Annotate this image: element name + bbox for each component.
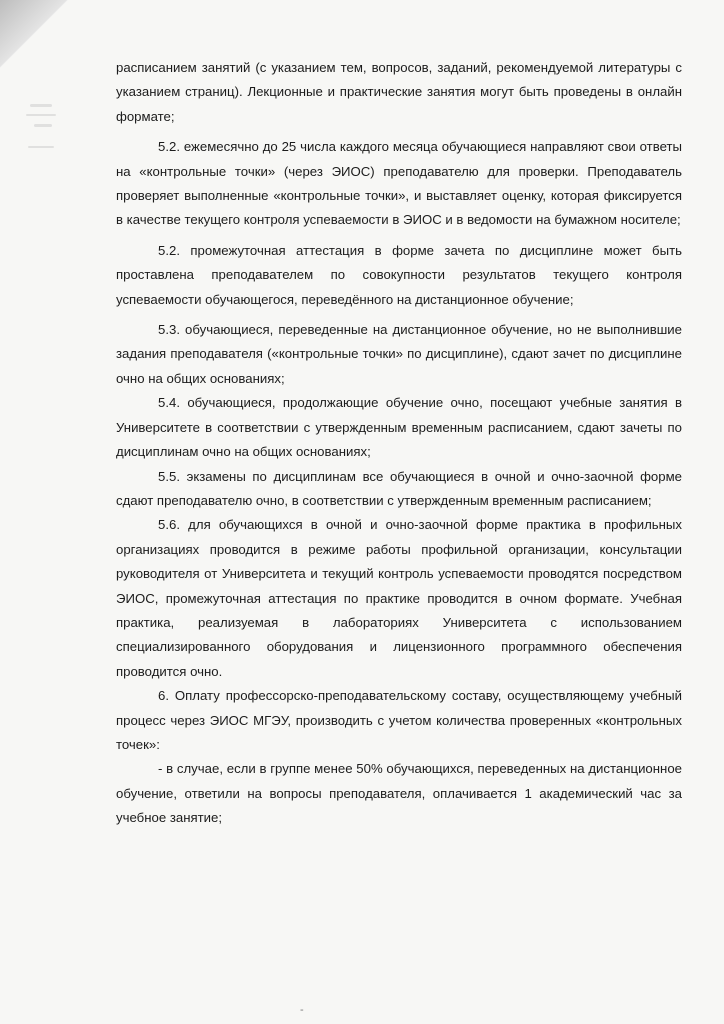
paragraph-6-payment: 6. Оплату профессорско-преподавательскому составу, осуществляющему учебный процесс через ЭИОС МГЭУ, производить с учетом количества проверенных «контрольных точек»: xyxy=(116,688,682,752)
scan-smudge xyxy=(30,104,52,107)
paragraph-5-4: 5.4. обучающиеся, продолжающие обучение очно, посещают учебные занятия в Университете в соответствии с утвержденным временным расписанием, сдают зачеты по дисциплинам очно на общих основаниях; xyxy=(116,395,682,460)
paragraph-6-bullet: - в случае, если в группе менее 50% обучающихся, переведенных на дистанционное обучение, ответили на вопросы преподавателя, оплачивается 1 академический час за учебное занятие; xyxy=(116,761,682,826)
scan-smudge xyxy=(26,114,56,116)
folded-page-corner xyxy=(0,0,74,74)
paragraph-continuation: расписанием занятий (с указанием тем, вопросов, заданий, рекомендуемой литературы с указанием страниц). Лекционные и практические занятия могут быть проведены в онлайн формате; xyxy=(116,60,682,124)
scan-smudge xyxy=(34,124,52,127)
paragraph-5-5: 5.5. экзамены по дисциплинам все обучающиеся в очной и очно-заочной форме сдают преподавателю очно, в соответствии с утвержденным временным расписанием; xyxy=(116,468,682,508)
document-page xyxy=(116,56,682,831)
scan-smudge xyxy=(28,146,54,148)
paragraph-5-2-intermediate-attestation: 5.2. промежуточная аттестация в форме зачета по дисциплине может быть проставлена преподавателем по совокупности результатов текущего контроля успеваемости обучающегося, переведённого на дистанционное обучение; xyxy=(116,242,682,307)
bottom-scan-mark: - xyxy=(300,1004,304,1016)
paragraph-5-2-control-points: 5.2. ежемесячно до 25 числа каждого месяца обучающиеся направляют свои ответы на «контрольные точки» (через ЭИОС) преподавателю для проверки. Преподаватель проверяет выполненные «контрольные точки», и выставляет оценку, которая фиксируется в качестве текущего контроля успеваемости в ЭИОС и в ведомости на бумажном носителе; xyxy=(116,139,682,228)
paragraph-5-6: 5.6. для обучающихся в очной и очно-заочной форме практика в профильных организациях проводится в режиме работы профильной организации, консультации руководителя от Университета и текущий контроль успеваемости проводятся посредством ЭИОС, промежуточная аттестация по практике проводится в очном формате. Учебная практика, реализуемая в лабораториях Университета с использованием специализированного оборудования и лицензионного программного обеспечения проводится очно. xyxy=(116,517,682,679)
paragraph-5-3: 5.3. обучающиеся, переведенные на дистанционное обучение, но не выполнившие задания преподавателя («контрольные точки» по дисциплине), сдают зачет по дисциплине очно на общих основаниях; xyxy=(116,322,682,386)
